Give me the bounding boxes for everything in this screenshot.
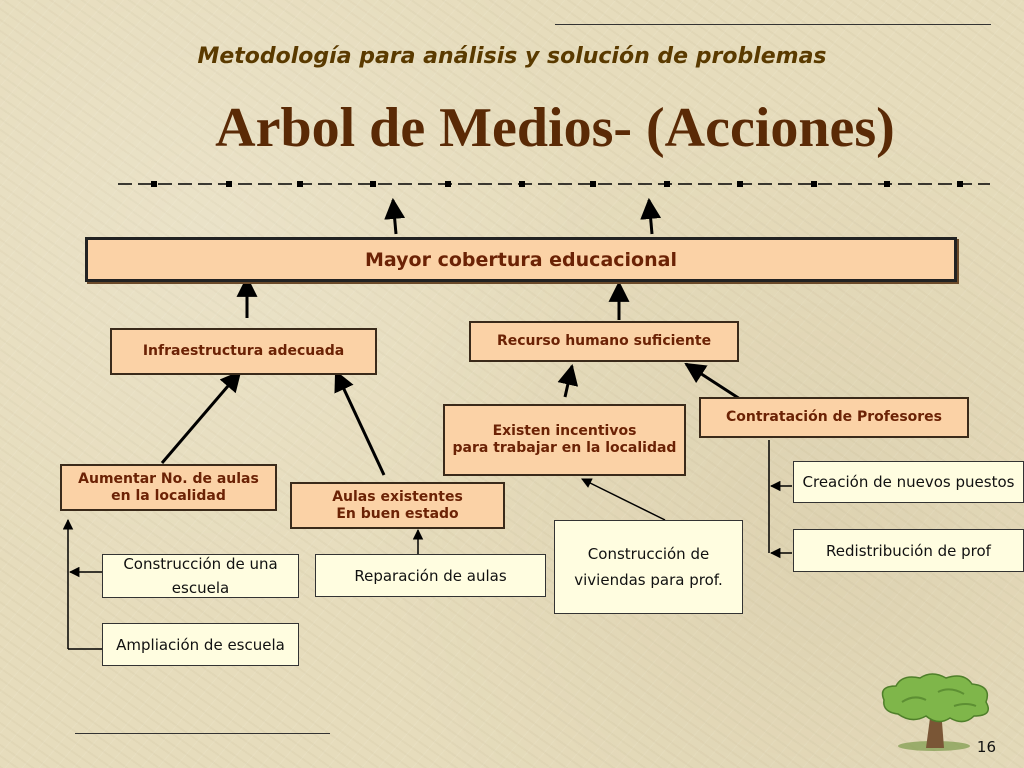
- node-recurso-humano: [469, 321, 739, 362]
- node-recurso-humano-label: Recurso humano suficiente: [496, 333, 712, 349]
- page-number: 16: [976, 738, 996, 756]
- node-infraestructura-label: Infraestructura adecuada: [142, 343, 345, 359]
- node-construccion-escuela-label: Construcción de una escuela: [123, 555, 278, 597]
- node-mayor-cobertura-label: Mayor cobertura educacional: [365, 248, 677, 271]
- arrow-main-up-right: [649, 200, 652, 234]
- arrow-aumentar-to-infra: [162, 372, 240, 463]
- arrow-incentivos-to-recurso: [565, 366, 572, 397]
- node-aulas-existentes: [290, 482, 505, 529]
- node-redistribucion: [793, 529, 1024, 572]
- node-ampliacion: [102, 623, 299, 666]
- node-reparacion: [315, 554, 546, 597]
- node-contratacion-label: Contratación de Profesores: [725, 409, 943, 425]
- node-nuevos-puestos: [793, 461, 1024, 503]
- arrow-viviendas-to-incentivos: [582, 479, 665, 520]
- node-nuevos-puestos-label: Creación de nuevos puestos: [802, 473, 1015, 491]
- node-infraestructura: [110, 328, 377, 375]
- node-aumentar-aulas: [60, 464, 277, 511]
- node-incentivos: [443, 404, 686, 476]
- node-mayor-cobertura: [85, 237, 957, 282]
- arrow-aulas-to-infra: [336, 372, 384, 475]
- node-contratacion: [699, 397, 969, 438]
- node-viviendas-label: Construcción de viviendas para prof.: [574, 545, 723, 589]
- node-aumentar-aulas-label: Aumentar No. de aulas en la localidad: [78, 470, 259, 504]
- arrow-contratacion-to-recurso: [686, 364, 740, 399]
- arrow-main-up-left: [393, 200, 396, 234]
- node-reparacion-label: Reparación de aulas: [354, 566, 507, 585]
- node-redistribucion-label: Redistribución de prof: [826, 541, 991, 560]
- node-incentivos-label: Existen incentivos para trabajar en la localidad: [452, 423, 677, 456]
- node-construccion-escuela: [102, 554, 299, 598]
- node-aulas-existentes-label: Aulas existentes En buen estado: [332, 488, 463, 522]
- node-ampliacion-label: Ampliación de escuela: [116, 635, 285, 654]
- slide-subtitle: Metodología para análisis y solución de problemas: [197, 44, 827, 69]
- slide-title: Arbol de Medios- (Acciones): [215, 97, 895, 159]
- node-viviendas: [554, 520, 743, 614]
